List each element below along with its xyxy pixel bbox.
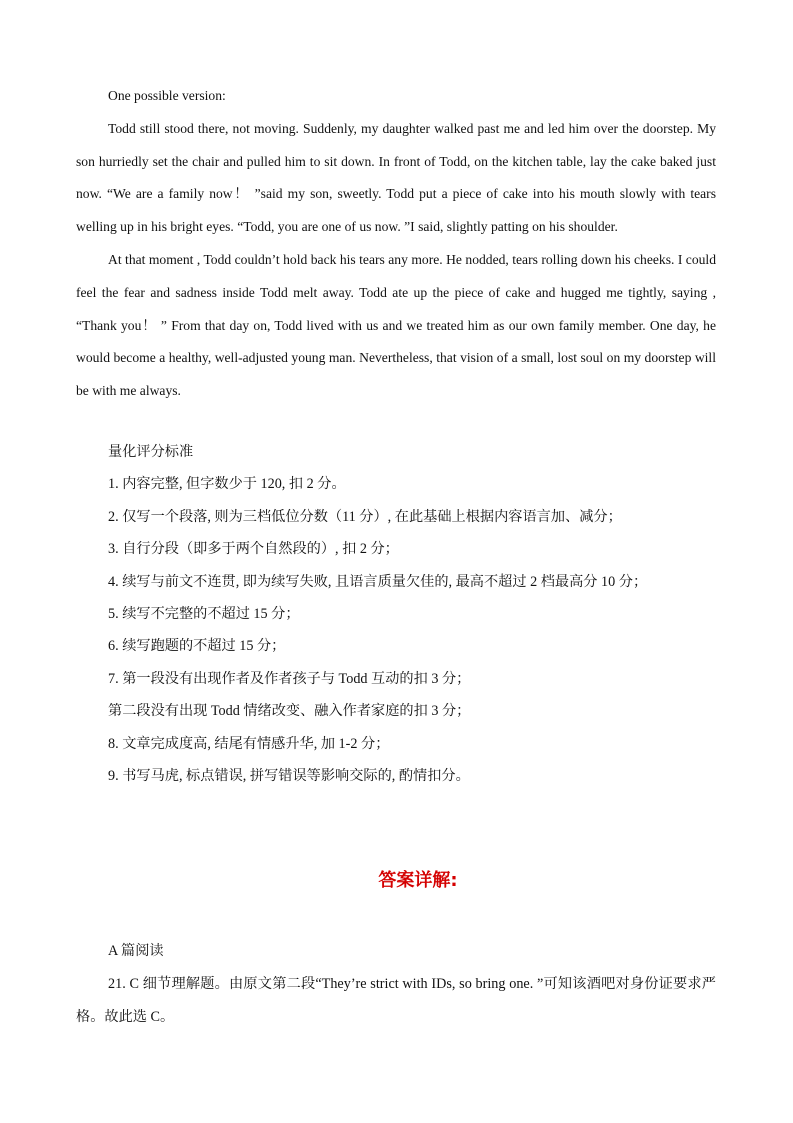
answers-heading: 答案详解: — [378, 870, 458, 891]
criteria-item: 5. 续写不完整的不超过 15 分； — [108, 606, 300, 623]
criteria-item: 8. 文章完成度高, 结尾有情感升华, 加 1-2 分； — [108, 735, 390, 752]
criteria-title: 量化评分标准 — [108, 444, 194, 460]
criteria-item: 6. 续写跑题的不超过 15 分； — [108, 638, 286, 655]
criteria-item: 7. 第一段没有出现作者及作者孩子与 Todd 互动的扣 3 分； — [108, 670, 471, 687]
criteria-item: 4. 续写与前文不连贯, 即为续写失败, 且语言质量欠佳的, 最高不超过 2 档最高分 10 分； — [108, 573, 648, 590]
essay-paragraph-2: At that moment , Todd couldn’t hold back his tears any more. He nodded, tears rolling down his cheeks. I could feel the fear and sadness inside Todd melt away. Todd ate up the piece of cake and hugged me tightly, saying , “Thank you！ ” From that day on, Todd lived with us and we treated him as our own family member. One day, he would become a healthy, well-adjusted young man. Nevertheless, that vision of a small, lost soul on my doorstep will be with me always. — [76, 251, 716, 399]
answer-21-text: 21. C 细节理解题。由原文第二段“They’re strict with IDs, so bring one. ”可知该酒吧对身份证要求严格。故此选 C。 — [76, 976, 716, 1025]
criteria-item: 3. 自行分段（即多于两个自然段的）, 扣 2 分； — [108, 541, 399, 558]
model-essay — [76, 80, 716, 408]
criteria-item: 9. 书写马虎, 标点错误, 拼写错误等影响交际的, 酌情扣分。 — [108, 768, 470, 785]
criteria-item: 1. 内容完整, 但字数少于 120, 扣 2 分。 — [108, 476, 346, 493]
essay-paragraph-1: Todd still stood there, not moving. Suddenly, my daughter walked past me and led him over the doorstep. My son hurriedly set the chair and pulled him to sit down. In front of Todd, on the kitchen table, lay the cake baked just now. “We are a family now！ ”said my son, sweetly. Todd put a piece of cake into his mouth slowly with tears welling up in his bright eyes. “Todd, you are one of us now. ”I said, slightly patting on his shoulder. — [76, 120, 716, 235]
scoring-criteria — [108, 436, 718, 792]
criteria-item: 2. 仅写一个段落, 则为三档低位分数（11 分）, 在此基础上根据内容语言加、减分； — [108, 508, 622, 525]
essay-heading: One possible version: — [108, 88, 226, 103]
criteria-item: 第二段没有出现 Todd 情绪改变、融入作者家庭的扣 3 分； — [108, 703, 471, 720]
answer-21 — [76, 968, 716, 1033]
section-a-label: A 篇阅读 — [108, 943, 164, 959]
